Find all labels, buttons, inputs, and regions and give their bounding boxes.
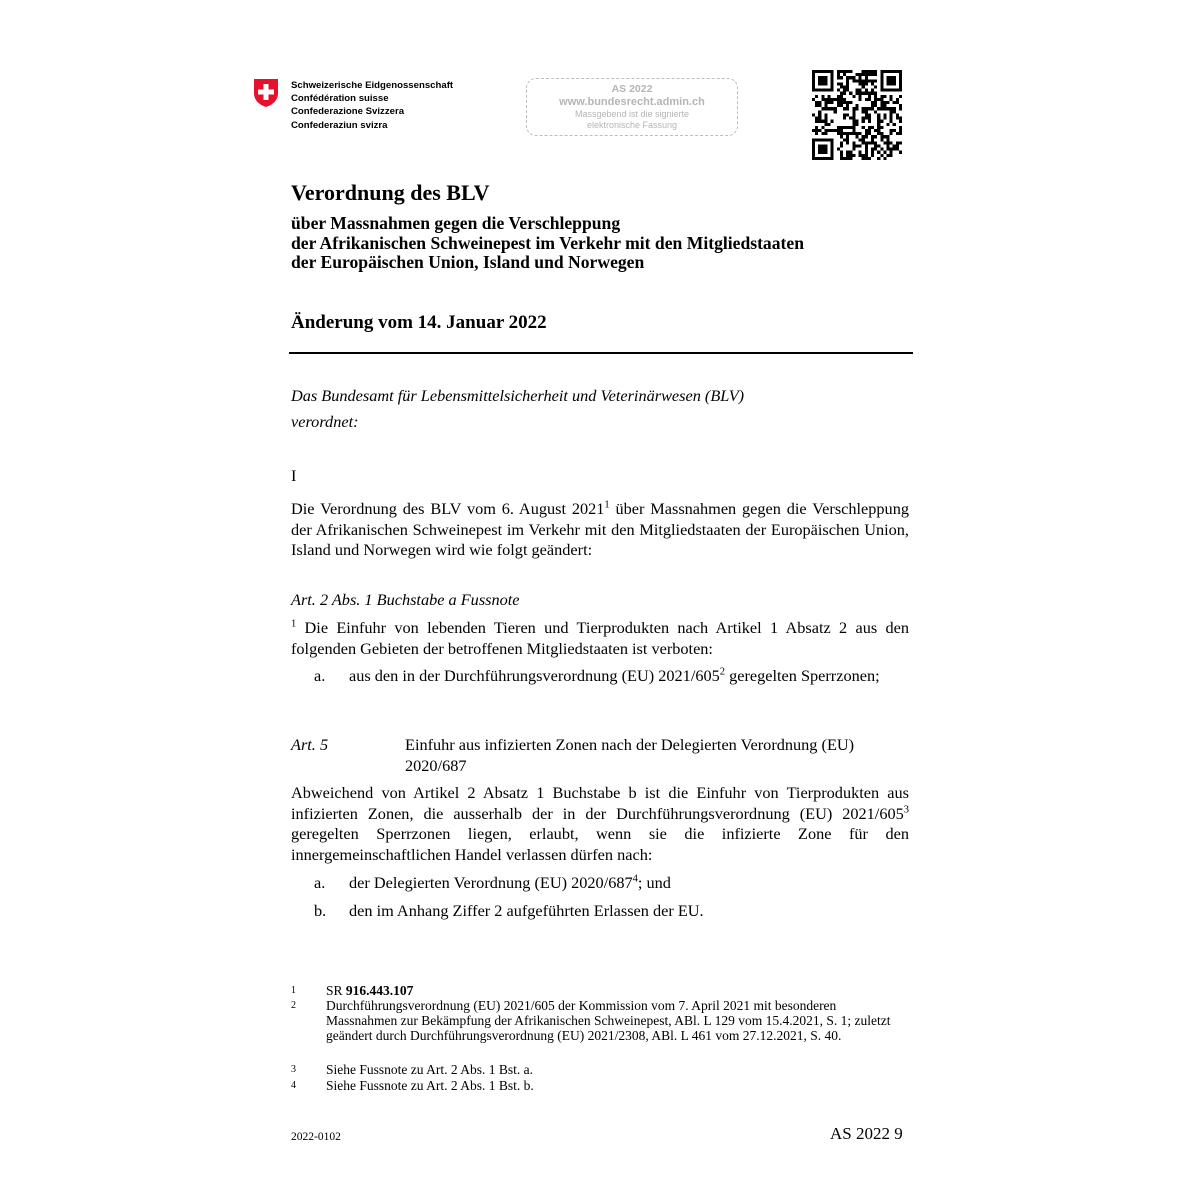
article-5-list-item-a <box>0 873 1200 895</box>
article-5-paragraph <box>291 783 909 865</box>
article-2-list-item <box>0 666 1200 710</box>
preamble-line: Das Bundesamt für Lebensmittelsicherheit und Veterinärwesen (BLV) <box>291 386 745 405</box>
list-text-part: geregelten Sperrzonen; <box>725 666 880 685</box>
horizontal-rule <box>289 352 913 354</box>
footnote-ref: 2 <box>719 666 726 678</box>
list-text <box>349 873 671 894</box>
footnote-prefix: SR <box>326 983 346 998</box>
page-reference: AS 2022 9 <box>830 1124 903 1143</box>
federation-name-de: Schweizerische Eidgenossenschaft <box>291 80 454 91</box>
federation-name-block <box>291 79 453 132</box>
article-5-label: Art. 5 <box>291 735 329 754</box>
paragraph-number: 1 <box>291 618 297 630</box>
footnote-ref: 1 <box>604 499 610 511</box>
preamble <box>291 383 744 435</box>
swiss-cross-icon <box>253 78 279 108</box>
list-text: den im Anhang Ziffer 2 aufgeführten Erlassen der EU. <box>349 901 704 920</box>
list-text-part: der Delegierten Verordnung (EU) 2020/687 <box>349 873 633 892</box>
list-label: a. <box>314 873 326 892</box>
subtitle-line: der Afrikanischen Schweinepest im Verkehr mit den Mitgliedstaaten <box>291 232 804 253</box>
footnote-text <box>326 984 906 999</box>
stamp-note-1: Massgebend ist die signierte <box>574 109 690 119</box>
article-2-paragraph <box>291 618 909 659</box>
subtitle-line: der Europäischen Union, Island und Norwegen <box>291 252 645 272</box>
article-5-text: Abweichend von Artikel 2 Absatz 1 Buchstabe b ist die Einfuhr von Tierprodukten aus infizierten Zonen, die ausserhalb der in der Durchführungsverordnung (EU) 2021/605 <box>291 783 909 823</box>
list-text-part: ; und <box>637 873 671 892</box>
footnote-number: 1 <box>291 985 296 996</box>
intro-text: Die Verordnung des BLV vom 6. August 2021 <box>291 499 605 518</box>
section-numeral: I <box>291 466 297 485</box>
federation-name-fr: Confédération suisse <box>291 93 389 105</box>
stamp-as: AS 2022 <box>611 83 653 95</box>
footnote-number: 3 <box>291 1064 296 1075</box>
preamble-line: verordnet: <box>291 412 359 431</box>
article-2-text: Die Einfuhr von lebenden Tieren und Tierprodukten nach Artikel 1 Absatz 2 aus den folgenden Gebieten der betroffenen Mitgliedstaaten ist verboten: <box>291 618 909 658</box>
article-5-text: geregelten Sperrzonen liegen, erlaubt, wenn sie die infizierte Zone für den innergemeinschaftlichen Handel verlassen dürfen nach: <box>291 824 909 864</box>
footnote-number: 2 <box>291 1000 296 1011</box>
list-text <box>349 666 909 687</box>
intro-paragraph <box>291 499 909 561</box>
footnote-text: Siehe Fussnote zu Art. 2 Abs. 1 Bst. a. <box>326 1062 534 1077</box>
official-stamp <box>526 78 738 136</box>
document-code: 2022-0102 <box>291 1131 341 1143</box>
footnote-ref: 4 <box>632 873 638 885</box>
document-subtitle <box>291 214 804 273</box>
list-label: b. <box>314 901 327 920</box>
stamp-note-2: elektronische Fassung <box>586 120 678 130</box>
document-title: Verordnung des BLV <box>291 180 490 205</box>
footnote-ref: 3 <box>903 804 909 816</box>
footnote-sr-number: 916.443.107 <box>345 983 414 998</box>
amendment-date: Änderung vom 14. Januar 2022 <box>291 312 547 333</box>
footnote-text: Durchführungsverordnung (EU) 2021/605 der Kommission vom 7. April 2021 mit besonderen Massnahmen zur Bekämpfung der Afrikanischen Schweinepest, ABl. L 129 vom 15.4.2021, S. 1; zuletzt geändert durch Durchführungsverordnung (EU) 2021/2308, ABl. L 461 vom 27.12.2021, S. 40. <box>326 998 891 1043</box>
federation-name-rm: Confederaziun svizra <box>291 119 388 131</box>
qr-code-icon <box>812 70 902 160</box>
footnote-text: Siehe Fussnote zu Art. 2 Abs. 1 Bst. b. <box>326 1078 534 1093</box>
list-text-part: aus den in der Durchführungsverordnung (EU) 2021/605 <box>349 666 720 685</box>
list-label: a. <box>314 666 326 685</box>
article-2-heading: Art. 2 Abs. 1 Buchstabe a Fussnote <box>291 590 520 609</box>
intro-text: über Massnahmen gegen die Verschleppung der Afrikanischen Schweinepest im Verkehr mit den Mitgliedstaaten der Europäischen Union, Island und Norwegen wird wie folgt geändert: <box>291 499 909 559</box>
stamp-url: www.bundesrecht.admin.ch <box>559 96 705 108</box>
subtitle-line: über Massnahmen gegen die Verschleppung <box>291 213 621 233</box>
federation-name-it: Confederazione Svizzera <box>291 106 405 118</box>
article-5-title: Einfuhr aus infizierten Zonen nach der Delegierten Verordnung (EU) 2020/687 <box>405 735 855 775</box>
article-5-list-item-b <box>0 901 1200 923</box>
footnote-number: 4 <box>291 1080 296 1091</box>
